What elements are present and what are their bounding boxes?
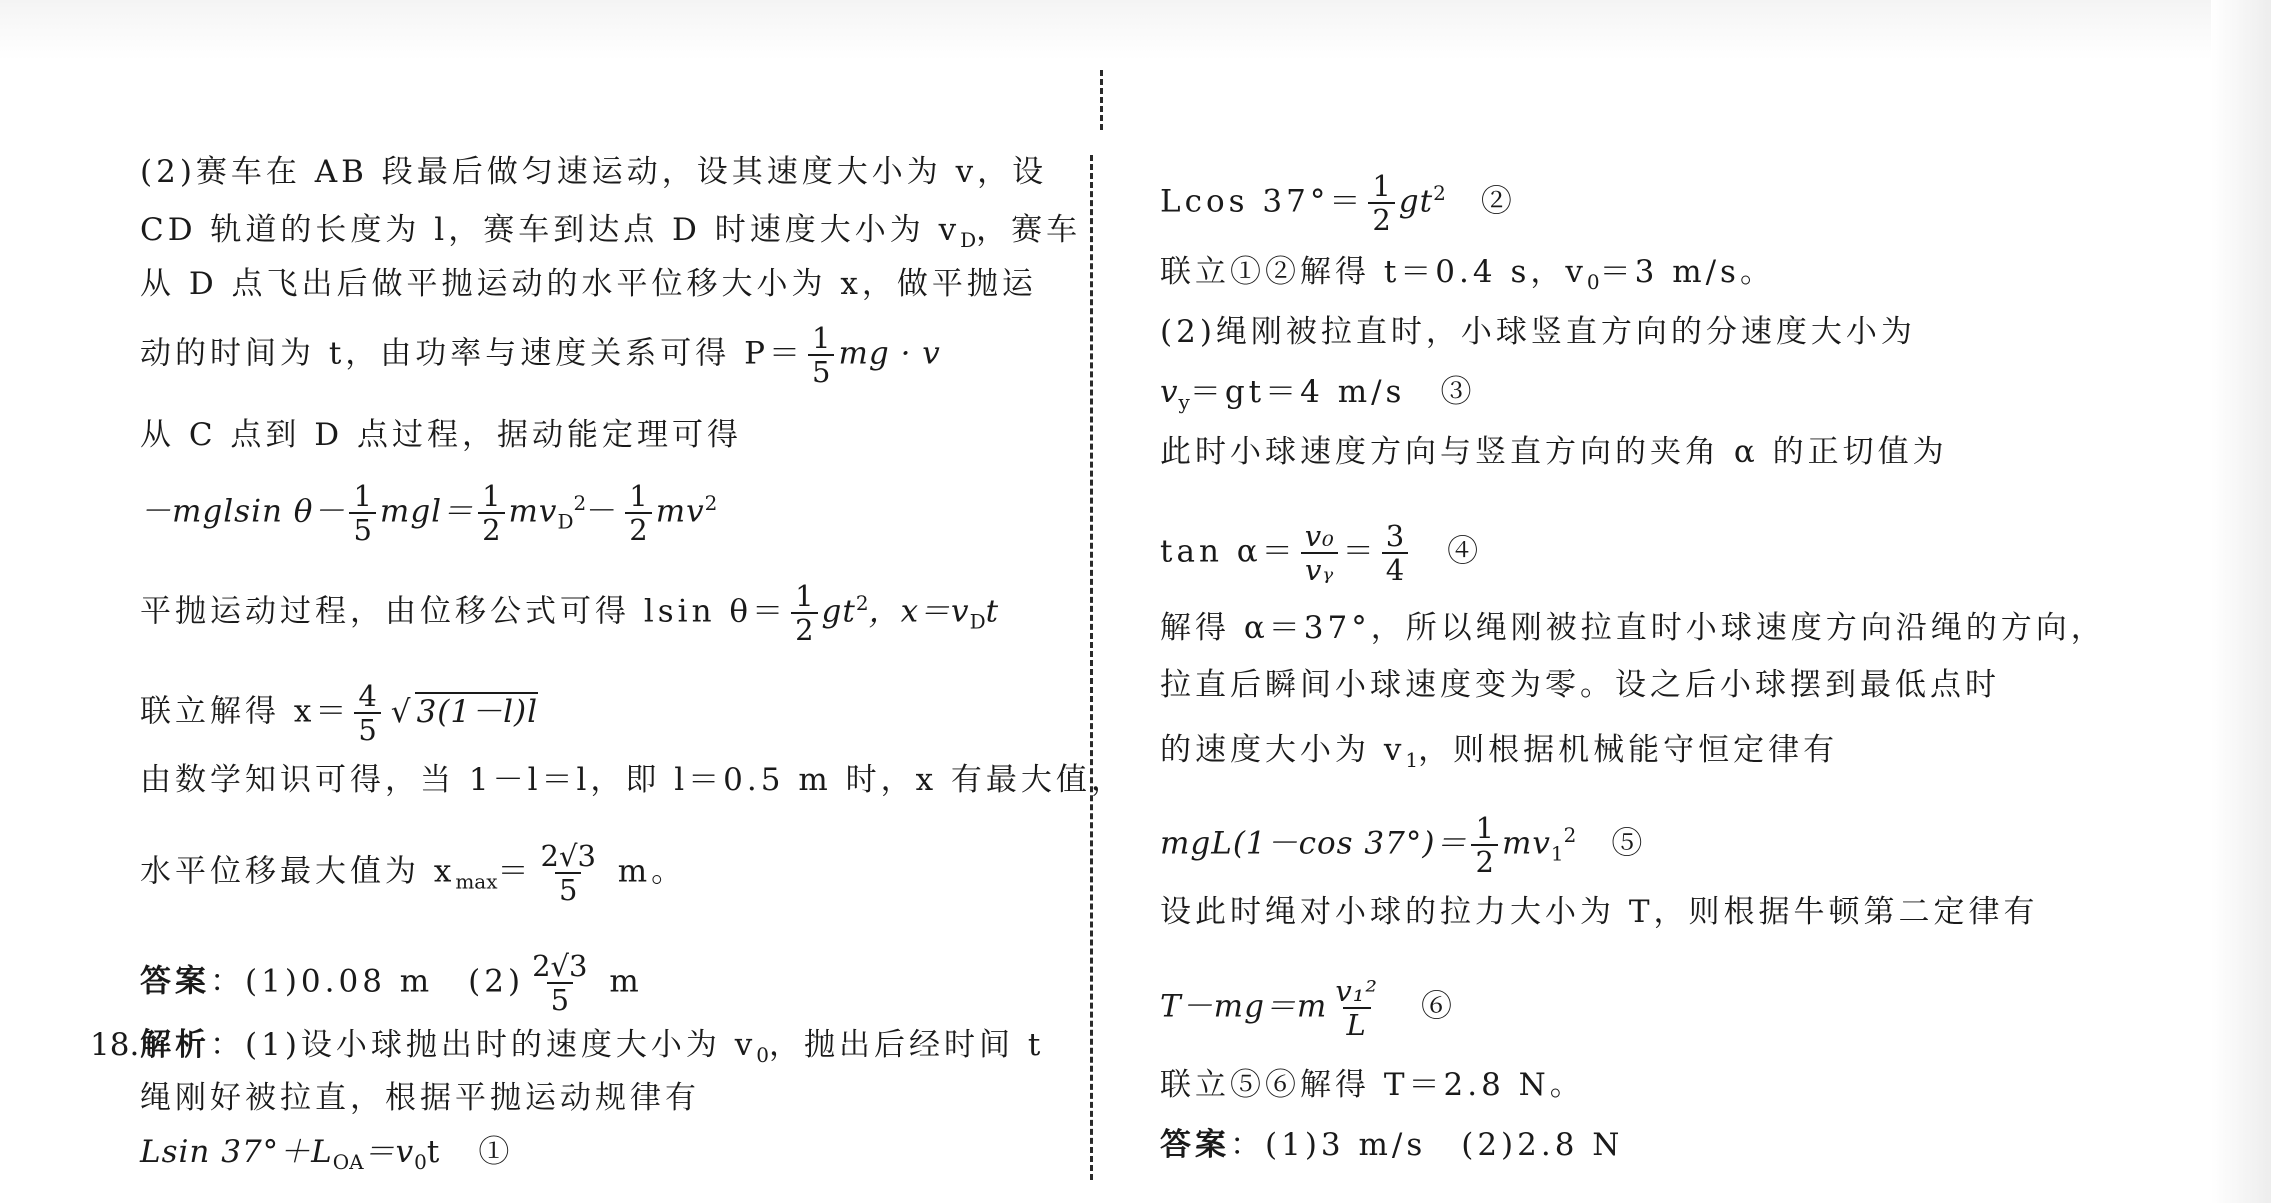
text: mgl＝ <box>379 493 475 530</box>
fraction <box>1382 520 1408 586</box>
superscript: 2 <box>1433 181 1446 206</box>
text: t <box>985 593 1000 630</box>
equation-tag: ② <box>1445 183 1516 220</box>
sqrt-radicand: 3(1－l)l <box>416 693 539 730</box>
right-line-2 <box>1160 252 1775 302</box>
subscript: 1 <box>1405 748 1419 773</box>
text: mv <box>508 493 558 530</box>
text: (2)赛车在 AB 段最后做匀速运动，设其速度大小为 v，设 <box>140 154 1048 190</box>
numerator: 3 <box>1385 519 1405 553</box>
denominator: 2 <box>625 512 651 546</box>
fraction <box>625 480 651 546</box>
text: ，x＝v <box>868 593 970 630</box>
text: ，抛出后经时间 t <box>769 1027 1045 1063</box>
q18-line-3 <box>140 1132 513 1182</box>
text: －mglsin θ－ <box>140 493 346 530</box>
denominator: 2 <box>791 612 817 646</box>
denominator: 2 <box>1471 844 1497 878</box>
right-line-1 <box>1160 170 1516 236</box>
text: m。 <box>603 853 687 890</box>
answer-text: ：(1)3 m/s (2)2.8 N <box>1230 1127 1624 1163</box>
superscript: 2 <box>573 491 587 516</box>
fraction <box>791 580 817 646</box>
fraction <box>528 950 591 1016</box>
numerator: 1 <box>353 479 372 513</box>
right-line-3 <box>1160 312 1916 352</box>
text: tan α＝ <box>1160 533 1297 570</box>
text: 由数学知识可得，当 1－l＝l，即 l＝0.5 m 时，x 有最大值， <box>140 762 1126 798</box>
subscript: D <box>969 609 986 634</box>
numerator: 2√3 <box>540 839 596 873</box>
right-line-11 <box>1160 892 2039 932</box>
right-line-13 <box>1160 1065 1585 1105</box>
numerator: 1 <box>1475 811 1494 845</box>
right-line-8 <box>1160 665 2000 705</box>
text: 联立⑤⑥解得 T＝2.8 N。 <box>1160 1067 1585 1103</box>
text: 绳刚好被拉直，根据平抛运动规律有 <box>140 1080 700 1116</box>
equation-tag: ⑥ <box>1385 988 1456 1025</box>
fraction <box>808 322 834 388</box>
answer-text: ：(1)0.08 m (2) <box>210 963 525 1000</box>
left-line-6 <box>140 480 717 546</box>
text: ，则根据机械能守恒定律有 <box>1418 732 1839 768</box>
left-line-8: 联立解得 x＝ $\frac{4}{5}$ √3(1－l)l <box>140 679 539 747</box>
text: v <box>1160 374 1179 410</box>
text: gt <box>1398 183 1434 220</box>
denominator: vᵧ <box>1301 552 1338 586</box>
fraction <box>349 480 375 546</box>
numerator: 1 <box>482 479 501 513</box>
fraction <box>1368 170 1394 236</box>
column-divider <box>1090 155 1093 1180</box>
superscript: 2 <box>704 491 718 516</box>
text: 设此时绳对小球的拉力大小为 T，则根据牛顿第二定律有 <box>1160 894 2039 930</box>
fraction <box>1331 975 1382 1041</box>
numerator: v₁² <box>1335 974 1378 1008</box>
subscript: 0 <box>1586 270 1600 295</box>
analysis-label: 解析 <box>140 1027 210 1063</box>
denominator: 5 <box>808 354 834 388</box>
left-line-5 <box>140 415 742 455</box>
numerator: 2√3 <box>532 949 588 983</box>
text: t ① <box>426 1134 514 1170</box>
text: m <box>595 963 643 1000</box>
text: CD 轨道的长度为 l，赛车到达点 D 时速度大小为 v <box>140 212 961 248</box>
column-divider-top <box>1100 70 1103 130</box>
right-answer-line <box>1160 1125 1623 1165</box>
text: Lsin 37°＋L <box>140 1134 333 1170</box>
denominator: 5 <box>349 512 375 546</box>
subscript: max <box>455 869 498 894</box>
text: 从 D 点飞出后做平抛运动的水平位移大小为 x，做平抛运 <box>140 266 1037 302</box>
subscript: 0 <box>756 1043 770 1068</box>
text: 的速度大小为 v <box>1160 732 1406 768</box>
subscript: y <box>1178 390 1190 415</box>
left-line-4 <box>140 322 941 388</box>
superscript: 2 <box>1563 823 1577 848</box>
fraction <box>354 680 380 746</box>
right-line-6 <box>1160 520 1482 586</box>
text: 此时小球速度方向与竖直方向的夹角 α 的正切值为 <box>1160 434 1948 470</box>
denominator: 4 <box>1382 552 1408 586</box>
denominator: 5 <box>354 712 380 746</box>
denominator: 5 <box>547 982 573 1016</box>
subscript: D <box>960 228 977 253</box>
q18-line-1 <box>140 1025 1044 1075</box>
answer-label: 答案 <box>140 963 210 1000</box>
text: 联立①②解得 t＝0.4 s，v <box>1160 254 1587 290</box>
left-line-2 <box>140 210 1081 260</box>
text: ＝ <box>497 853 533 890</box>
text: 水平位移最大值为 x <box>140 853 456 890</box>
text: ＝v <box>363 1134 415 1170</box>
numerator: 1 <box>1372 169 1391 203</box>
left-line-10 <box>140 840 686 906</box>
left-line-7 <box>140 580 999 646</box>
numerator: v₀ <box>1304 519 1335 553</box>
text: 平抛运动过程，由位移公式可得 lsin θ＝ <box>140 593 788 630</box>
text: mv <box>655 493 705 530</box>
text: － <box>586 493 622 530</box>
subscript: 1 <box>1550 841 1564 866</box>
text: ：(1)设小球抛出时的速度大小为 v <box>210 1027 757 1063</box>
right-line-12 <box>1160 975 1456 1041</box>
answer-label: 答案 <box>1160 1127 1230 1163</box>
text: mgL(1－cos 37°)＝ <box>1160 825 1468 862</box>
text: T－mg＝m <box>1160 988 1328 1025</box>
right-line-9 <box>1160 730 1838 780</box>
right-line-5 <box>1160 432 1948 472</box>
left-answer-line <box>140 950 643 1016</box>
fraction <box>478 480 504 546</box>
numerator: 1 <box>795 579 814 613</box>
right-line-7 <box>1160 608 2106 648</box>
left-line-3 <box>140 264 1037 304</box>
text: ＝3 m/s。 <box>1599 254 1775 290</box>
text: 拉直后瞬间小球速度变为零。设之后小球摆到最低点时 <box>1160 667 2000 703</box>
denominator: 5 <box>555 872 581 906</box>
left-line-1 <box>140 152 1047 192</box>
right-line-4 <box>1160 372 1475 422</box>
text: 动的时间为 t，由功率与速度关系可得 P＝ <box>140 335 805 372</box>
page-shadow <box>2211 0 2271 1203</box>
denominator: L <box>1343 1007 1371 1041</box>
subscript: OA <box>332 1150 364 1175</box>
text: ，赛车 <box>976 212 1082 248</box>
text: Lcos 37°＝ <box>1160 183 1365 220</box>
q18-line-2 <box>140 1078 700 1118</box>
text: 解得 α＝37°，所以绳刚被拉直时小球速度方向沿绳的方向， <box>1160 610 2106 646</box>
text: 联立解得 x＝ <box>140 693 351 730</box>
denominator: 2 <box>1368 202 1394 236</box>
right-line-10 <box>1160 812 1646 878</box>
text: 从 C 点到 D 点过程，据动能定理可得 <box>140 417 742 453</box>
subscript: 0 <box>414 1150 427 1175</box>
text: mv <box>1501 825 1551 862</box>
fraction <box>1471 812 1497 878</box>
text: ＝gt＝4 m/s ③ <box>1189 374 1476 410</box>
numerator: 4 <box>358 679 377 713</box>
text: ＝ <box>1342 533 1378 570</box>
numerator: 1 <box>812 321 831 355</box>
equation-tag: ⑤ <box>1576 825 1647 862</box>
text: gt <box>821 593 856 630</box>
denominator: 2 <box>478 512 504 546</box>
numerator: 1 <box>629 479 648 513</box>
equation-tag: ④ <box>1412 533 1483 570</box>
left-line-9 <box>140 760 1126 800</box>
question-number: 18. <box>90 1027 140 1063</box>
superscript: 2 <box>855 591 869 616</box>
text: (2)绳刚被拉直时，小球竖直方向的分速度大小为 <box>1160 314 1916 350</box>
fraction <box>537 840 600 906</box>
fraction <box>1301 520 1339 586</box>
text: mg · v <box>838 335 941 372</box>
subscript: D <box>557 509 574 534</box>
